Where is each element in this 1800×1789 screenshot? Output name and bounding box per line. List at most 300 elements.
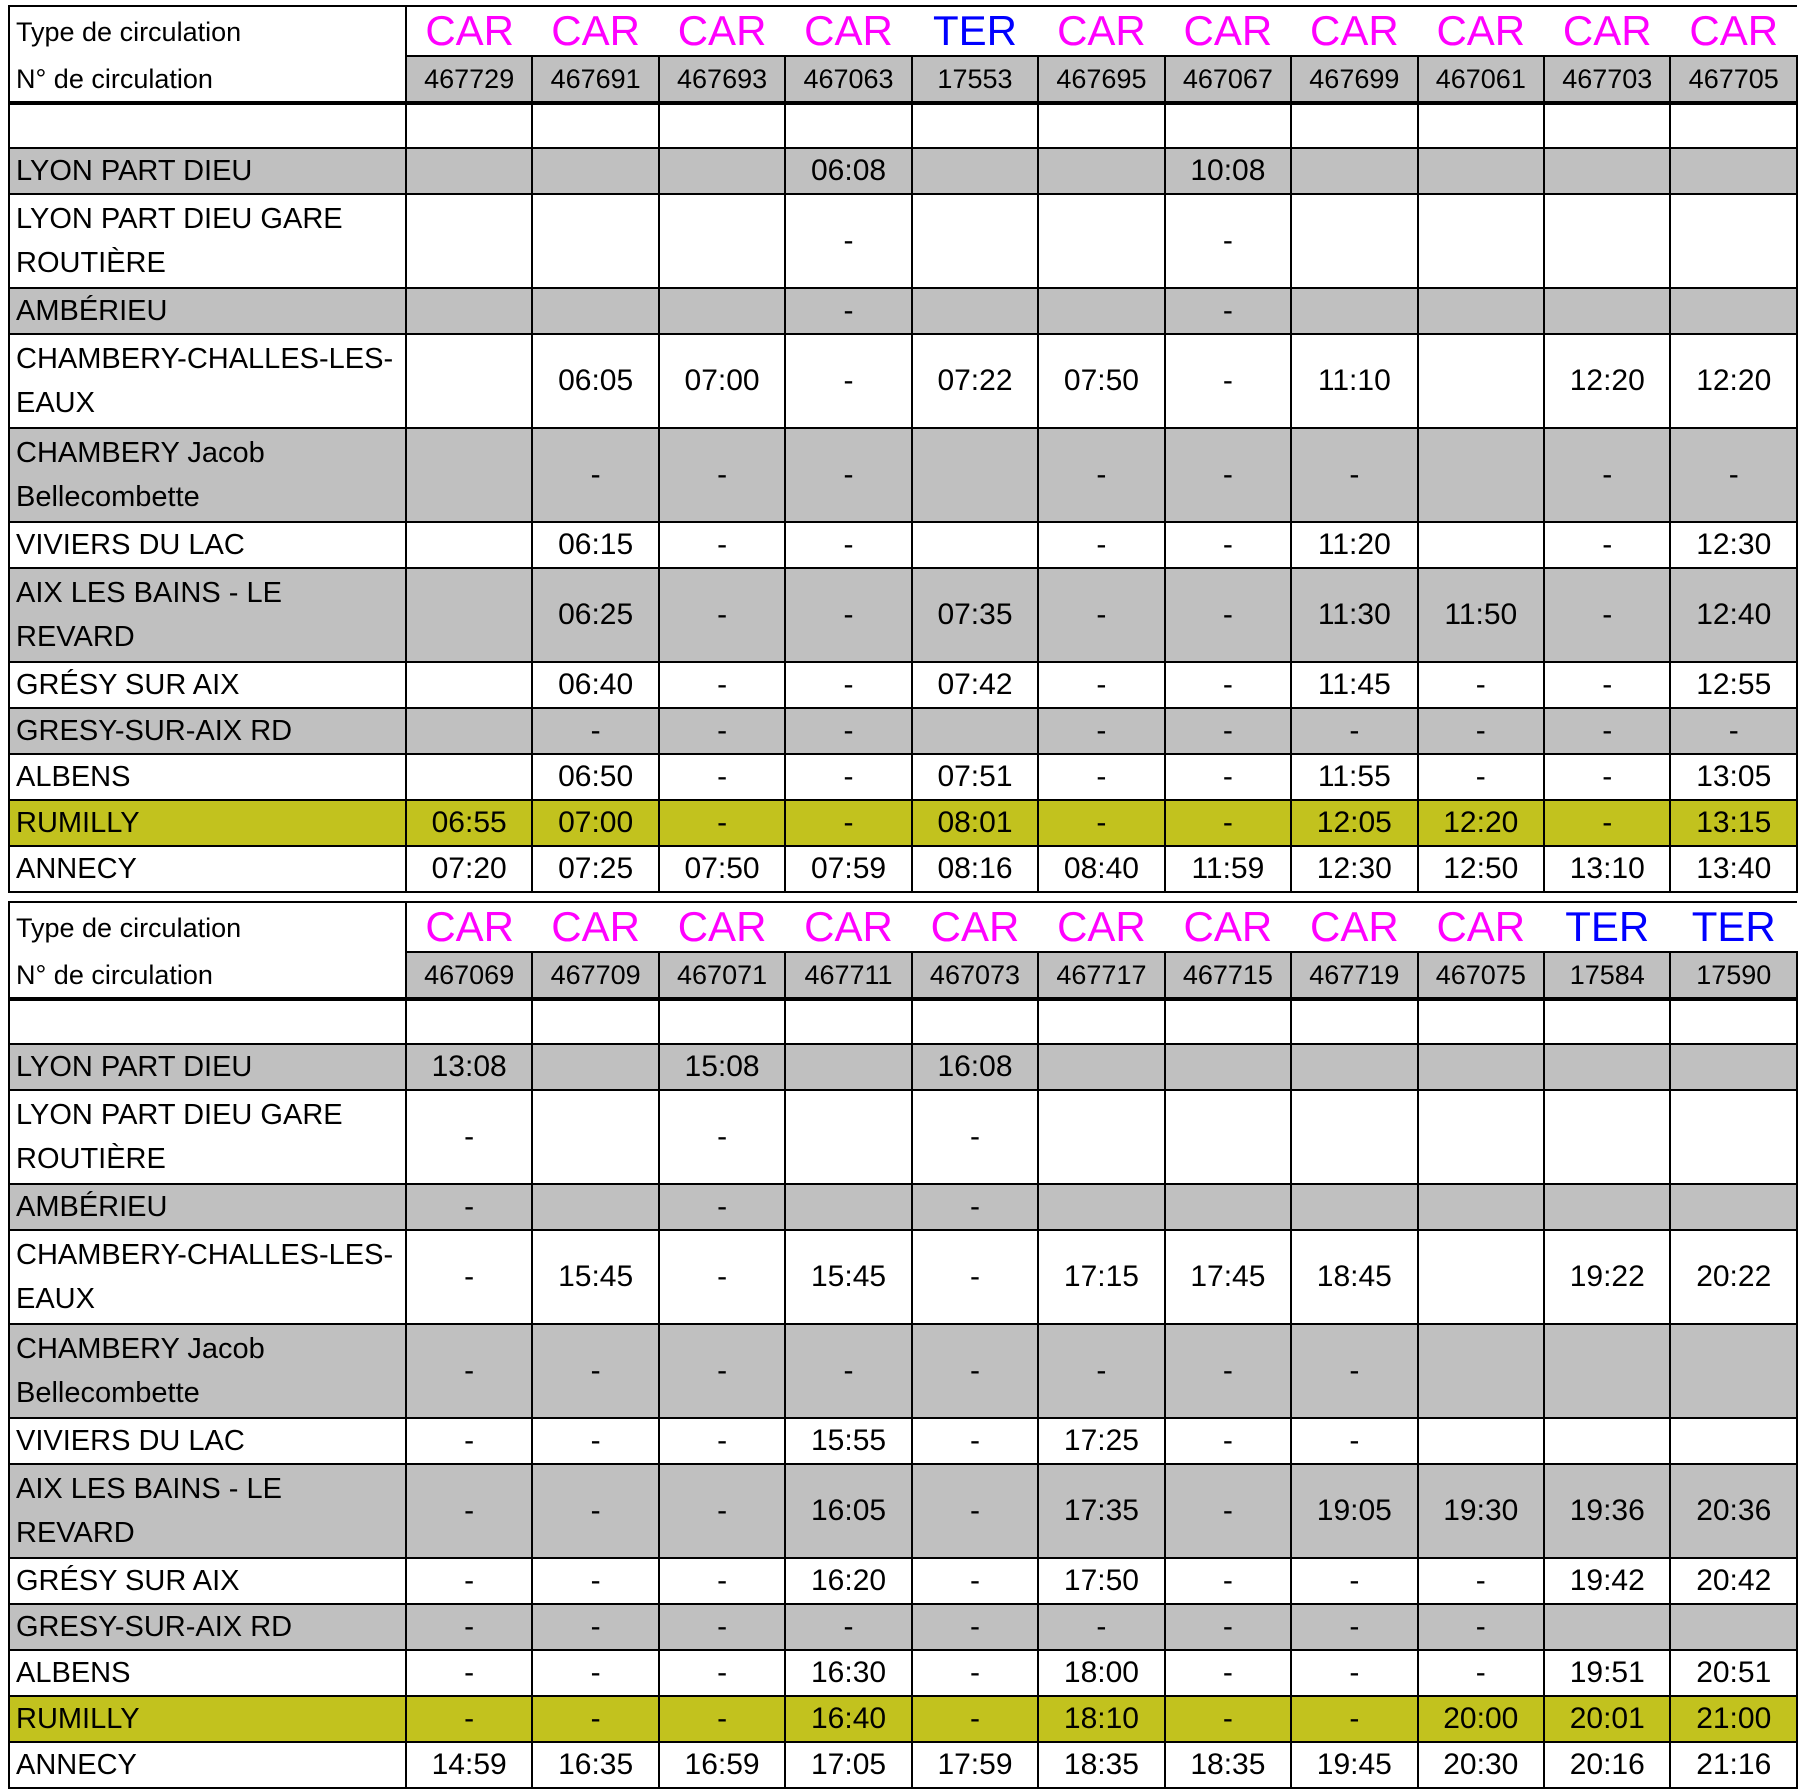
service-number: 17590 — [1670, 952, 1797, 999]
departure-time: - — [1165, 194, 1291, 288]
departure-time: - — [1165, 1418, 1291, 1464]
departure-time: - — [912, 1650, 1038, 1696]
departure-time — [406, 428, 532, 522]
empty-cell — [1418, 999, 1544, 1044]
departure-time — [1038, 1184, 1164, 1230]
stop-name: CHAMBERY Jacob Bellecombette — [9, 1324, 406, 1418]
service-type: CAR — [406, 6, 532, 56]
departure-time: 17:25 — [1038, 1418, 1164, 1464]
departure-time: 13:05 — [1670, 754, 1797, 800]
departure-time: 18:35 — [1165, 1742, 1291, 1788]
departure-time — [1418, 1418, 1544, 1464]
departure-time — [1544, 1604, 1670, 1650]
departure-time — [912, 428, 1038, 522]
departure-time: - — [1544, 754, 1670, 800]
departure-time: 15:45 — [785, 1230, 911, 1324]
departure-time: 10:08 — [1165, 148, 1291, 194]
stop-name: GRESY-SUR-AIX RD — [9, 708, 406, 754]
departure-time: 20:22 — [1670, 1230, 1797, 1324]
empty-cell — [1291, 103, 1417, 148]
departure-time: 19:30 — [1418, 1464, 1544, 1558]
departure-time: 07:00 — [659, 334, 785, 428]
departure-time: 11:59 — [1165, 846, 1291, 892]
service-number: 17584 — [1544, 952, 1670, 999]
service-number: 467693 — [659, 56, 785, 103]
departure-time: - — [785, 428, 911, 522]
departure-time — [1544, 1184, 1670, 1230]
departure-time — [532, 288, 658, 334]
departure-time — [1291, 1184, 1417, 1230]
stop-name: CHAMBERY Jacob Bellecombette — [9, 428, 406, 522]
departure-time: - — [912, 1230, 1038, 1324]
stop-name: RUMILLY — [9, 1696, 406, 1742]
departure-time: - — [912, 1604, 1038, 1650]
departure-time: - — [912, 1558, 1038, 1604]
service-type: CAR — [1291, 6, 1417, 56]
departure-time: - — [1291, 1696, 1417, 1742]
departure-time — [406, 662, 532, 708]
service-type: CAR — [785, 6, 911, 56]
timetable-table — [8, 5, 1798, 893]
departure-time: 11:30 — [1291, 568, 1417, 662]
departure-time: - — [659, 1324, 785, 1418]
departure-time: - — [1418, 1604, 1544, 1650]
departure-time — [659, 288, 785, 334]
departure-time: 18:00 — [1038, 1650, 1164, 1696]
departure-time: 12:20 — [1670, 334, 1797, 428]
departure-time: 16:40 — [785, 1696, 911, 1742]
departure-time: 07:50 — [659, 846, 785, 892]
departure-time: - — [912, 1324, 1038, 1418]
empty-cell — [1165, 999, 1291, 1044]
departure-time: - — [1418, 662, 1544, 708]
stop-name: GRÉSY SUR AIX — [9, 662, 406, 708]
service-number: 467717 — [1038, 952, 1164, 999]
departure-time: 12:30 — [1291, 846, 1417, 892]
service-type: CAR — [532, 6, 658, 56]
stop-row — [9, 1044, 1797, 1090]
departure-time: - — [659, 1558, 785, 1604]
stop-name: ALBENS — [9, 754, 406, 800]
departure-time: - — [532, 1558, 658, 1604]
departure-time: 17:05 — [785, 1742, 911, 1788]
departure-time: - — [1165, 1650, 1291, 1696]
departure-time — [406, 522, 532, 568]
departure-time: 07:42 — [912, 662, 1038, 708]
departure-time — [1670, 1090, 1797, 1184]
stop-name: GRESY-SUR-AIX RD — [9, 1604, 406, 1650]
empty-cell — [1291, 999, 1417, 1044]
departure-time: - — [532, 428, 658, 522]
departure-time: - — [532, 1696, 658, 1742]
departure-time — [1544, 194, 1670, 288]
stop-row — [9, 1230, 1797, 1324]
departure-time: - — [532, 1464, 658, 1558]
departure-time: - — [1165, 288, 1291, 334]
departure-time: 19:45 — [1291, 1742, 1417, 1788]
stop-name: AMBÉRIEU — [9, 1184, 406, 1230]
stop-name: CHAMBERY-CHALLES-LES-EAUX — [9, 1230, 406, 1324]
departure-time: - — [1038, 1324, 1164, 1418]
departure-time: - — [1670, 708, 1797, 754]
departure-time — [1418, 428, 1544, 522]
spacer-row — [9, 999, 1797, 1044]
departure-time: - — [532, 708, 658, 754]
departure-time: - — [659, 1464, 785, 1558]
departure-time — [1418, 522, 1544, 568]
departure-time — [1165, 1184, 1291, 1230]
stop-name: AIX LES BAINS - LE REVARD — [9, 568, 406, 662]
departure-time: - — [1165, 1604, 1291, 1650]
departure-time: - — [1038, 568, 1164, 662]
timetable-morning — [8, 5, 1798, 893]
departure-time: - — [1291, 1418, 1417, 1464]
departure-time: - — [785, 1324, 911, 1418]
departure-time: - — [659, 428, 785, 522]
departure-time: - — [406, 1650, 532, 1696]
departure-time: 06:40 — [532, 662, 658, 708]
departure-time: - — [1544, 662, 1670, 708]
departure-time — [406, 334, 532, 428]
departure-time: - — [406, 1324, 532, 1418]
departure-time: - — [1544, 800, 1670, 846]
departure-time: - — [1291, 1558, 1417, 1604]
departure-time: - — [1418, 1650, 1544, 1696]
departure-time — [1670, 1324, 1797, 1418]
stop-row — [9, 1090, 1797, 1184]
empty-cell — [532, 999, 658, 1044]
service-number: 467703 — [1544, 56, 1670, 103]
stop-row — [9, 334, 1797, 428]
departure-time: 07:35 — [912, 568, 1038, 662]
departure-time — [532, 1090, 658, 1184]
departure-time: - — [532, 1324, 658, 1418]
departure-time: - — [1165, 662, 1291, 708]
departure-time — [406, 568, 532, 662]
service-type: CAR — [1038, 6, 1164, 56]
empty-cell — [1165, 103, 1291, 148]
type-row — [9, 902, 1797, 952]
stop-name: ANNECY — [9, 1742, 406, 1788]
departure-time: 07:59 — [785, 846, 911, 892]
departure-time — [912, 148, 1038, 194]
departure-time: 20:00 — [1418, 1696, 1544, 1742]
departure-time — [659, 148, 785, 194]
service-number: 467061 — [1418, 56, 1544, 103]
departure-time: - — [659, 1696, 785, 1742]
departure-time: - — [406, 1230, 532, 1324]
departure-time: 15:55 — [785, 1418, 911, 1464]
stop-row — [9, 754, 1797, 800]
departure-time — [1038, 1090, 1164, 1184]
service-type: CAR — [1544, 6, 1670, 56]
departure-time: - — [659, 522, 785, 568]
departure-time: - — [912, 1090, 1038, 1184]
departure-time — [1544, 1044, 1670, 1090]
departure-time: 12:50 — [1418, 846, 1544, 892]
departure-time: 06:55 — [406, 800, 532, 846]
empty-cell — [1038, 103, 1164, 148]
departure-time: - — [912, 1696, 1038, 1742]
departure-time: 11:20 — [1291, 522, 1417, 568]
stop-row — [9, 1696, 1797, 1742]
departure-time: 19:22 — [1544, 1230, 1670, 1324]
departure-time: 06:50 — [532, 754, 658, 800]
empty-cell — [532, 103, 658, 148]
departure-time: 12:05 — [1291, 800, 1417, 846]
departure-time: 06:08 — [785, 148, 911, 194]
empty-cell — [659, 103, 785, 148]
stop-name: ALBENS — [9, 1650, 406, 1696]
empty-cell — [1038, 999, 1164, 1044]
departure-time: 20:36 — [1670, 1464, 1797, 1558]
departure-time — [1291, 1044, 1417, 1090]
departure-time — [406, 148, 532, 194]
departure-time: - — [785, 1604, 911, 1650]
departure-time — [1544, 1324, 1670, 1418]
departure-time: 19:36 — [1544, 1464, 1670, 1558]
stop-row — [9, 1464, 1797, 1558]
departure-time: 12:20 — [1544, 334, 1670, 428]
departure-time: - — [1544, 428, 1670, 522]
stop-name: AMBÉRIEU — [9, 288, 406, 334]
service-type: CAR — [1418, 6, 1544, 56]
departure-time: 13:10 — [1544, 846, 1670, 892]
departure-time: 20:01 — [1544, 1696, 1670, 1742]
departure-time: 08:16 — [912, 846, 1038, 892]
departure-time: 12:55 — [1670, 662, 1797, 708]
number-label: N° de circulation — [9, 56, 406, 103]
departure-time: 19:05 — [1291, 1464, 1417, 1558]
departure-time: 12:40 — [1670, 568, 1797, 662]
departure-time: 20:16 — [1544, 1742, 1670, 1788]
stop-name: LYON PART DIEU — [9, 1044, 406, 1090]
departure-time — [1038, 288, 1164, 334]
departure-time — [1418, 1230, 1544, 1324]
service-number: 467075 — [1418, 952, 1544, 999]
departure-time: 19:42 — [1544, 1558, 1670, 1604]
departure-time: - — [1165, 800, 1291, 846]
departure-time: - — [659, 568, 785, 662]
departure-time — [1291, 1090, 1417, 1184]
empty-cell — [9, 999, 406, 1044]
service-number: 17553 — [912, 56, 1038, 103]
departure-time: - — [659, 1184, 785, 1230]
service-type: CAR — [1418, 902, 1544, 952]
service-number: 467705 — [1670, 56, 1797, 103]
stop-row — [9, 1418, 1797, 1464]
departure-time: 16:59 — [659, 1742, 785, 1788]
departure-time: 21:16 — [1670, 1742, 1797, 1788]
departure-time: - — [1291, 708, 1417, 754]
departure-time — [785, 1044, 911, 1090]
service-type: TER — [1544, 902, 1670, 952]
departure-time: 18:35 — [1038, 1742, 1164, 1788]
departure-time: 17:50 — [1038, 1558, 1164, 1604]
stop-row — [9, 288, 1797, 334]
departure-time — [912, 708, 1038, 754]
departure-time: - — [532, 1650, 658, 1696]
departure-time: - — [1418, 1558, 1544, 1604]
empty-cell — [912, 999, 1038, 1044]
type-row — [9, 6, 1797, 56]
departure-time — [406, 288, 532, 334]
departure-time: - — [1038, 662, 1164, 708]
departure-time — [1038, 1044, 1164, 1090]
departure-time — [532, 194, 658, 288]
service-type: CAR — [1038, 902, 1164, 952]
departure-time — [1418, 1044, 1544, 1090]
stop-name: LYON PART DIEU GARE ROUTIÈRE — [9, 194, 406, 288]
service-number: 467719 — [1291, 952, 1417, 999]
service-type: TER — [1670, 902, 1797, 952]
departure-time: - — [785, 800, 911, 846]
stop-row — [9, 1184, 1797, 1230]
departure-time: - — [532, 1418, 658, 1464]
departure-time: 17:15 — [1038, 1230, 1164, 1324]
service-number: 467699 — [1291, 56, 1417, 103]
departure-time: - — [1544, 708, 1670, 754]
departure-time — [1670, 1604, 1797, 1650]
departure-time — [532, 148, 658, 194]
stop-row — [9, 662, 1797, 708]
departure-time: - — [785, 194, 911, 288]
departure-time — [912, 194, 1038, 288]
stop-row — [9, 1742, 1797, 1788]
departure-time: 20:30 — [1418, 1742, 1544, 1788]
service-number: 467709 — [532, 952, 658, 999]
stop-name: VIVIERS DU LAC — [9, 1418, 406, 1464]
departure-time — [1544, 148, 1670, 194]
departure-time: - — [1165, 1696, 1291, 1742]
departure-time: 07:25 — [532, 846, 658, 892]
departure-time: 15:45 — [532, 1230, 658, 1324]
stop-row — [9, 568, 1797, 662]
departure-time: 08:01 — [912, 800, 1038, 846]
departure-time — [1418, 1324, 1544, 1418]
departure-time: 17:35 — [1038, 1464, 1164, 1558]
departure-time: - — [1291, 428, 1417, 522]
service-type: CAR — [1165, 6, 1291, 56]
timetable-table — [8, 901, 1798, 1789]
departure-time — [1418, 1184, 1544, 1230]
departure-time — [1038, 194, 1164, 288]
departure-time: - — [1418, 754, 1544, 800]
departure-time: - — [1038, 1604, 1164, 1650]
departure-time: - — [1165, 1464, 1291, 1558]
service-number: 467063 — [785, 56, 911, 103]
departure-time: - — [785, 288, 911, 334]
departure-time: - — [659, 662, 785, 708]
departure-time: 16:30 — [785, 1650, 911, 1696]
empty-cell — [785, 103, 911, 148]
departure-time: 17:59 — [912, 1742, 1038, 1788]
departure-time: 13:08 — [406, 1044, 532, 1090]
departure-time: - — [1165, 568, 1291, 662]
departure-time: - — [1165, 522, 1291, 568]
departure-time: - — [659, 1090, 785, 1184]
empty-cell — [785, 999, 911, 1044]
service-type: CAR — [912, 902, 1038, 952]
departure-time — [1418, 1090, 1544, 1184]
empty-cell — [1544, 999, 1670, 1044]
departure-time: 12:20 — [1418, 800, 1544, 846]
departure-time — [912, 288, 1038, 334]
departure-time: - — [1165, 708, 1291, 754]
service-number: 467067 — [1165, 56, 1291, 103]
departure-time: - — [406, 1090, 532, 1184]
departure-time: - — [1291, 1650, 1417, 1696]
departure-time: 16:05 — [785, 1464, 911, 1558]
stop-name: LYON PART DIEU — [9, 148, 406, 194]
empty-cell — [1670, 999, 1797, 1044]
departure-time — [785, 1090, 911, 1184]
service-number: 467729 — [406, 56, 532, 103]
departure-time: - — [1291, 1324, 1417, 1418]
departure-time: - — [785, 334, 911, 428]
service-number: 467715 — [1165, 952, 1291, 999]
departure-time: - — [406, 1604, 532, 1650]
empty-cell — [406, 103, 532, 148]
departure-time — [1038, 148, 1164, 194]
service-type: CAR — [1165, 902, 1291, 952]
empty-cell — [1544, 103, 1670, 148]
departure-time — [1670, 148, 1797, 194]
departure-time — [406, 754, 532, 800]
stop-row — [9, 846, 1797, 892]
departure-time: - — [1165, 1558, 1291, 1604]
departure-time: 17:45 — [1165, 1230, 1291, 1324]
departure-time — [659, 194, 785, 288]
departure-time — [1418, 194, 1544, 288]
departure-time: - — [1670, 428, 1797, 522]
type-label: Type de circulation — [9, 6, 406, 56]
departure-time: - — [1165, 1324, 1291, 1418]
stop-row — [9, 1558, 1797, 1604]
departure-time: 07:20 — [406, 846, 532, 892]
departure-time — [1418, 334, 1544, 428]
stop-name: CHAMBERY-CHALLES-LES-EAUX — [9, 334, 406, 428]
departure-time: - — [1165, 428, 1291, 522]
departure-time: 14:59 — [406, 1742, 532, 1788]
departure-time — [785, 1184, 911, 1230]
empty-cell — [9, 103, 406, 148]
service-type: CAR — [532, 902, 658, 952]
timetable-afternoon — [8, 901, 1798, 1789]
stop-row — [9, 1604, 1797, 1650]
departure-time: - — [659, 1604, 785, 1650]
departure-time — [1418, 148, 1544, 194]
departure-time: 08:40 — [1038, 846, 1164, 892]
departure-time: - — [406, 1184, 532, 1230]
departure-time: 16:35 — [532, 1742, 658, 1788]
empty-cell — [659, 999, 785, 1044]
stop-row — [9, 1650, 1797, 1696]
service-number: 467695 — [1038, 56, 1164, 103]
departure-time: 11:55 — [1291, 754, 1417, 800]
departure-time — [1670, 1184, 1797, 1230]
departure-time — [1165, 1090, 1291, 1184]
departure-time — [1291, 288, 1417, 334]
service-number: 467071 — [659, 952, 785, 999]
departure-time: 06:05 — [532, 334, 658, 428]
departure-time: - — [785, 662, 911, 708]
number-row — [9, 56, 1797, 103]
departure-time — [406, 194, 532, 288]
departure-time — [912, 522, 1038, 568]
service-type: CAR — [1670, 6, 1797, 56]
departure-time: - — [1165, 334, 1291, 428]
